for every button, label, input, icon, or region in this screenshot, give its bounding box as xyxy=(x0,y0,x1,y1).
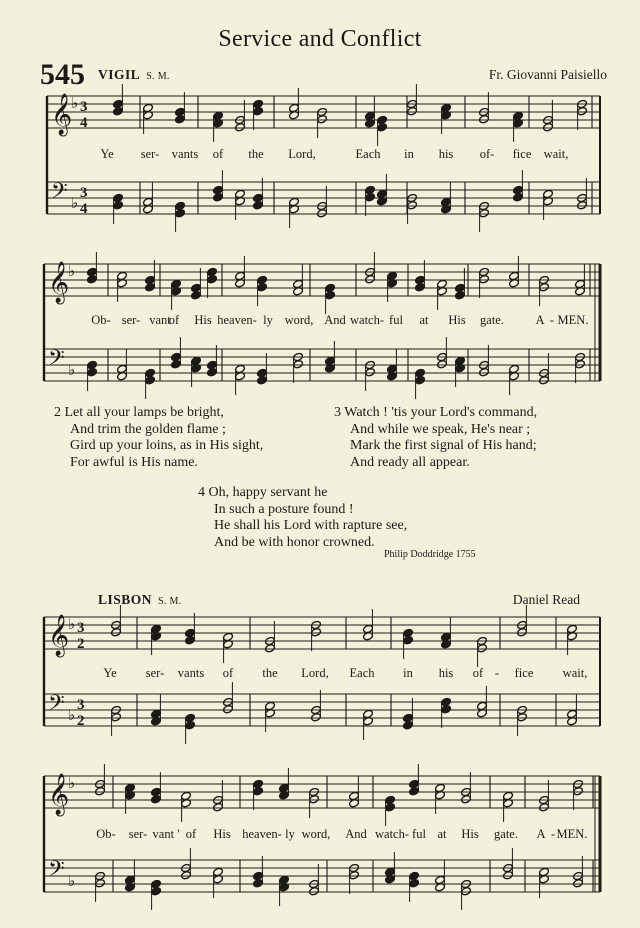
note-head xyxy=(325,291,336,300)
lyric-syllable: ly xyxy=(285,827,295,841)
lyric-syllable: And xyxy=(324,313,346,327)
verse-line: And be with honor crowned. xyxy=(214,534,375,550)
verse-line: Gird up your loins, as in His sight, xyxy=(70,438,264,453)
flat-key-signature-icon: ♭ xyxy=(68,262,76,280)
verse-number: 4 xyxy=(198,485,205,500)
text-attribution: Philip Doddridge 1755 xyxy=(384,549,476,560)
note-head xyxy=(573,879,584,888)
treble-clef-icon: 𝄞 xyxy=(48,774,70,815)
note-head xyxy=(577,201,588,210)
note-head xyxy=(479,275,490,284)
verse-line: And ready all appear. xyxy=(350,454,470,470)
note-head xyxy=(409,787,420,796)
lyric-syllable: Ob- xyxy=(91,313,111,327)
note-head xyxy=(111,713,122,722)
lyric-syllable: his xyxy=(438,147,454,161)
flat-key-signature-icon: ♭ xyxy=(71,94,79,112)
lyric-syllable: word, xyxy=(301,827,331,841)
lyric-syllable: gate. xyxy=(480,313,504,327)
time-signature-numerator: 3 xyxy=(80,185,88,201)
lyric-syllable: Ob- xyxy=(96,827,116,841)
lyric-syllable: gate. xyxy=(494,827,518,841)
lyric-syllable: heaven- xyxy=(242,827,282,841)
note-head xyxy=(257,283,268,292)
lyric-syllable: - xyxy=(550,827,556,841)
note-head xyxy=(409,879,420,888)
lyric-syllable: vants xyxy=(171,147,199,161)
lyric-syllable: wait, xyxy=(562,666,588,680)
time-signature-denominator: 2 xyxy=(77,636,85,652)
lyric-syllable: watch- xyxy=(349,313,385,327)
meter: S. M. xyxy=(146,71,170,82)
note-head xyxy=(575,360,586,369)
note-head xyxy=(479,115,490,124)
composer-lisbon: Daniel Read xyxy=(512,592,580,607)
lyrics-vigil-line-1 xyxy=(0,147,640,163)
verse-2 xyxy=(54,405,263,471)
verse-line: And trim the golden flame ; xyxy=(70,421,226,437)
note-head xyxy=(539,283,550,292)
note-head xyxy=(95,787,106,796)
note-head xyxy=(349,871,360,880)
lyric-syllable: heaven- xyxy=(217,313,257,327)
lyric-syllable: Each xyxy=(349,666,375,680)
treble-clef-icon: 𝄞 xyxy=(48,615,70,656)
note-head xyxy=(437,360,448,369)
lyric-syllable: Lord, xyxy=(301,666,329,680)
note-head xyxy=(539,803,550,812)
verse-number: 2 xyxy=(54,405,61,420)
note-head xyxy=(113,201,124,210)
note-head xyxy=(113,107,124,116)
lyric-syllable: MEN. xyxy=(557,313,589,327)
note-head xyxy=(365,275,376,284)
note-head xyxy=(317,209,328,218)
note-head xyxy=(577,107,588,116)
lyric-syllable: - xyxy=(549,313,555,327)
verse-line: Oh, happy servant he xyxy=(208,485,328,500)
lyric-syllable: His xyxy=(213,827,231,841)
note-head xyxy=(539,376,550,385)
lyric-syllable: watch- xyxy=(374,827,410,841)
lyric-syllable: ful xyxy=(412,827,426,841)
lyric-syllable: his xyxy=(438,666,454,680)
note-head xyxy=(151,887,162,896)
lyric-syllable: MEN. xyxy=(556,827,588,841)
lyric-syllable: in xyxy=(403,666,413,680)
lyric-syllable: ful xyxy=(389,313,403,327)
note-head xyxy=(573,787,584,796)
lyric-syllable: vants xyxy=(177,666,205,680)
verse-number: 3 xyxy=(334,405,341,420)
note-head xyxy=(403,721,414,730)
note-head xyxy=(407,107,418,116)
verse-line: Let all your lamps be bright, xyxy=(64,405,224,420)
lyric-syllable: the xyxy=(262,666,278,680)
note-head xyxy=(207,275,218,284)
time-signature-numerator: 3 xyxy=(77,697,85,713)
note-head xyxy=(309,887,320,896)
bass-clef-icon: 𝄢 xyxy=(48,691,65,721)
note-head xyxy=(87,368,98,377)
time-signature-numerator: 3 xyxy=(80,99,88,115)
lyric-syllable: word, xyxy=(284,313,314,327)
lyric-syllable: fice xyxy=(514,666,534,680)
note-head xyxy=(517,628,528,637)
note-head xyxy=(477,644,488,653)
lyric-syllable: His xyxy=(194,313,212,327)
note-head xyxy=(185,721,196,730)
lyric-syllable: His xyxy=(448,313,466,327)
note-head xyxy=(407,201,418,210)
bass-clef-icon: 𝄢 xyxy=(48,346,65,376)
lyric-syllable: the xyxy=(248,147,264,161)
lyric-syllable: fice xyxy=(512,147,532,161)
lyric-syllable: ser- xyxy=(145,666,165,680)
note-head xyxy=(385,803,396,812)
tune-name: LISBON xyxy=(98,592,153,607)
lyric-syllable: ser- xyxy=(121,313,141,327)
flat-key-signature-icon: ♭ xyxy=(68,872,76,890)
verse-line: He shall his Lord with rapture see, xyxy=(214,518,408,533)
lyric-syllable: Ye xyxy=(100,147,114,161)
note-head xyxy=(455,291,466,300)
lyric-syllable: A xyxy=(535,313,545,327)
lyric-syllable: of- xyxy=(479,147,495,161)
note-head xyxy=(317,115,328,124)
note-head xyxy=(145,283,156,292)
note-head xyxy=(311,713,322,722)
tune-name-vigil xyxy=(98,67,170,83)
lyric-syllable: vant xyxy=(149,313,171,327)
lyric-syllable: wait, xyxy=(543,147,569,161)
time-signature-numerator: 3 xyxy=(77,620,85,636)
time-signature-denominator: 2 xyxy=(77,713,85,729)
verse-line: Mark the first signal of His hand; xyxy=(350,438,537,453)
lyric-syllable: of xyxy=(185,827,197,841)
verse-4 xyxy=(198,485,407,551)
music-system-lisbon-2 xyxy=(0,768,640,918)
note-head xyxy=(151,795,162,804)
lyric-syllable: in xyxy=(404,147,414,161)
note-head xyxy=(415,376,426,385)
verse-line: For awful is His name. xyxy=(70,454,198,470)
lyric-syllable: ser- xyxy=(140,147,160,161)
note-head xyxy=(181,871,192,880)
note-head xyxy=(265,644,276,653)
composer-vigil: Fr. Giovanni Paisiello xyxy=(488,67,607,82)
lyric-syllable: Each xyxy=(355,147,381,161)
bass-clef-icon: 𝄢 xyxy=(48,857,65,887)
lyrics-lisbon-line-1 xyxy=(0,666,640,682)
note-head xyxy=(253,107,264,116)
note-head xyxy=(171,360,182,369)
note-head xyxy=(517,713,528,722)
note-head xyxy=(253,201,264,210)
note-head xyxy=(543,123,554,132)
flat-key-signature-icon: ♭ xyxy=(68,361,76,379)
lyric-syllable: Lord, xyxy=(288,147,316,161)
note-head xyxy=(461,795,472,804)
note-head xyxy=(175,115,186,124)
treble-clef-icon: 𝄞 xyxy=(51,94,73,135)
flat-key-signature-icon: ♭ xyxy=(71,194,79,212)
note-head xyxy=(377,123,388,132)
note-head xyxy=(479,368,490,377)
note-head xyxy=(257,376,268,385)
flat-key-signature-icon: ♭ xyxy=(68,706,76,724)
lyric-syllable: And xyxy=(345,827,367,841)
note-head xyxy=(365,193,376,202)
time-signature-denominator: 4 xyxy=(80,115,88,131)
lyric-syllable: at xyxy=(419,313,429,327)
treble-clef-icon: 𝄞 xyxy=(48,262,70,303)
section-title: Service and Conflict xyxy=(218,26,422,52)
note-head xyxy=(403,636,414,645)
lyric-syllable: His xyxy=(461,827,479,841)
note-head xyxy=(365,368,376,377)
lyric-syllable: of xyxy=(212,147,224,161)
note-head xyxy=(223,705,234,714)
note-head xyxy=(175,209,186,218)
time-signature-denominator: 4 xyxy=(80,201,88,217)
lyrics-lisbon-line-2 xyxy=(0,827,640,843)
verse-line: In such a posture found ! xyxy=(214,501,354,517)
note-head xyxy=(213,193,224,202)
lyric-syllable: A xyxy=(536,827,546,841)
note-head xyxy=(441,705,452,714)
lyric-syllable: of xyxy=(222,666,234,680)
note-head xyxy=(87,275,98,284)
lyric-syllable: of xyxy=(168,313,180,327)
lyric-syllable: of xyxy=(472,666,484,680)
lyric-syllable: Ye xyxy=(103,666,117,680)
note-head xyxy=(185,636,196,645)
tune-name: VIGIL xyxy=(98,67,141,82)
note-head xyxy=(479,209,490,218)
note-head xyxy=(513,193,524,202)
flat-key-signature-icon: ♭ xyxy=(68,615,76,633)
meter: S. M. xyxy=(158,596,182,607)
note-head xyxy=(111,628,122,637)
note-head xyxy=(311,628,322,637)
hymn-number: 545 xyxy=(40,58,85,91)
note-head xyxy=(461,887,472,896)
note-head xyxy=(309,795,320,804)
note-head xyxy=(415,283,426,292)
lyric-syllable: - xyxy=(494,666,500,680)
lyric-syllable: ser- xyxy=(128,827,148,841)
note-head xyxy=(207,368,218,377)
note-head xyxy=(95,879,106,888)
verse-line: Watch ! 'tis your Lord's command, xyxy=(344,405,538,420)
note-head xyxy=(253,787,264,796)
note-head xyxy=(293,360,304,369)
note-head xyxy=(235,123,246,132)
lyric-syllable: ly xyxy=(263,313,273,327)
note-head xyxy=(191,291,202,300)
lyric-syllable: at xyxy=(437,827,447,841)
verse-line: And while we speak, He's near ; xyxy=(350,421,531,437)
note-head xyxy=(503,871,514,880)
flat-key-signature-icon: ♭ xyxy=(68,774,76,792)
lyrics-vigil-line-2 xyxy=(0,313,640,329)
note-head xyxy=(253,879,264,888)
bass-clef-icon: 𝄢 xyxy=(51,179,68,209)
note-head xyxy=(145,376,156,385)
lyric-syllable: vant ' xyxy=(152,827,180,841)
note-head xyxy=(213,803,224,812)
verse-3 xyxy=(334,405,537,471)
